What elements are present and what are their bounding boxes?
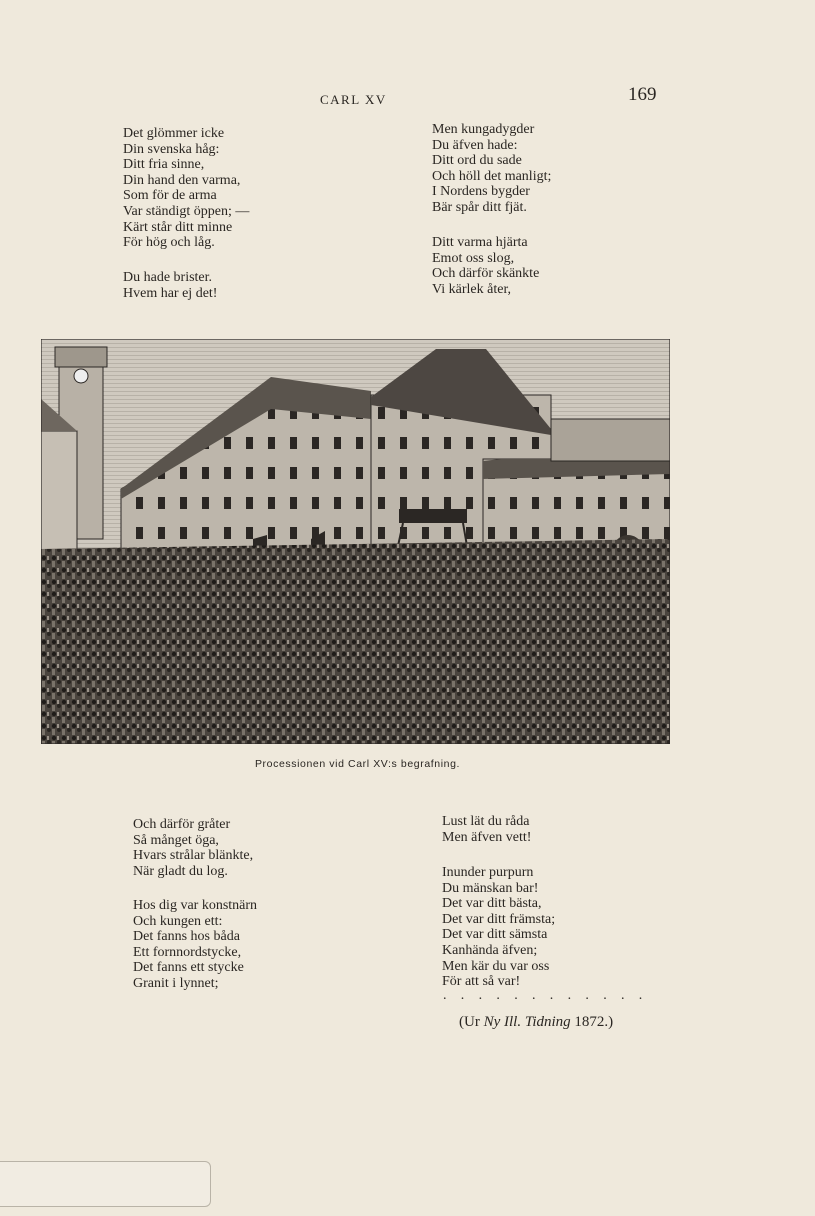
poem-line: Ditt ord du sade	[432, 153, 522, 169]
ellipsis-line: . . . . . . . . . . . .	[443, 988, 648, 1003]
poem-line: Det var ditt bästa,	[442, 896, 542, 912]
poem-line: Kärt står ditt minne	[123, 219, 233, 235]
poem-line: Emot oss slog,	[432, 250, 515, 266]
poem-line: Och därför skänkte	[432, 266, 540, 282]
poem-line: Hvars strålar blänkte,	[133, 848, 254, 864]
poem-line: Ditt fria sinne,	[123, 157, 205, 173]
poem-line: Du mänskan bar!	[442, 880, 539, 896]
stanza	[123, 126, 249, 251]
poem-line: Det glömmer icke	[123, 126, 225, 141]
poem-line: Granit i lynnet;	[133, 975, 219, 991]
poem-line: Men kär du var oss	[442, 958, 550, 974]
stanza	[442, 865, 555, 990]
poem-line: För att så var!	[442, 974, 521, 990]
source-open: (Ur	[459, 1014, 484, 1030]
page-number: 169	[628, 84, 657, 105]
engraving-image	[41, 339, 670, 744]
poem-line: Det var ditt sämsta	[442, 927, 548, 943]
poem-line: Men äfven vett!	[442, 829, 532, 845]
poem-line: Det fanns hos båda	[133, 929, 240, 945]
poem-line: När gladt du log.	[133, 863, 228, 879]
poem-line: Du hade brister.	[123, 270, 213, 285]
stanza	[133, 898, 257, 992]
stanza	[432, 235, 539, 297]
source-year: 1872.)	[570, 1014, 614, 1030]
poem-line: Kanhända äfven;	[442, 942, 538, 958]
poem-line: Vi kärlek åter,	[432, 281, 512, 297]
poem-line: I Nordens bygder	[432, 184, 530, 200]
poem-line: Din hand den varma,	[123, 172, 241, 188]
poem-line: Som för de arma	[123, 188, 217, 204]
poem-line: Var ständigt öppen; —	[123, 203, 250, 219]
stanza	[133, 817, 253, 879]
poem-line: För hög och låg.	[123, 235, 215, 251]
running-head: CARL XV	[320, 92, 387, 107]
poem-line: Din svenska håg:	[123, 141, 220, 157]
poem-line: Bär spår ditt fjät.	[432, 199, 527, 215]
poem-line: Men kungadygder	[432, 122, 535, 137]
poem-line: Så månget öga,	[133, 832, 219, 848]
poem-line: Hos dig var konstnärn	[133, 898, 258, 913]
poem-line: Det fanns ett stycke	[133, 960, 244, 976]
poem-line: Ditt varma hjärta	[432, 235, 528, 250]
poem-line: Och höll det manligt;	[432, 168, 552, 184]
source-publication: Ny Ill. Tidning	[483, 1014, 571, 1030]
source-citation	[459, 1014, 613, 1031]
poem-line: Lust lät du råda	[442, 814, 530, 829]
poem-line: Det var ditt främsta;	[442, 911, 556, 927]
poem-line: Ett fornnordstycke,	[133, 944, 242, 960]
poem-line: Och kungen ett:	[133, 913, 223, 929]
poem-line: Inunder purpurn	[442, 865, 534, 880]
stanza	[442, 814, 531, 845]
illustration-caption: Processionen vid Carl XV:s begrafning.	[254, 758, 461, 770]
poem-line: Hvem har ej det!	[123, 285, 218, 301]
stanza	[432, 122, 551, 216]
poem-line: Du äfven hade:	[432, 137, 518, 153]
engraving-funeral-procession	[41, 339, 670, 744]
page-edge-tab	[0, 1161, 211, 1207]
poem-line: Och därför gråter	[133, 817, 231, 832]
stanza	[123, 270, 217, 301]
